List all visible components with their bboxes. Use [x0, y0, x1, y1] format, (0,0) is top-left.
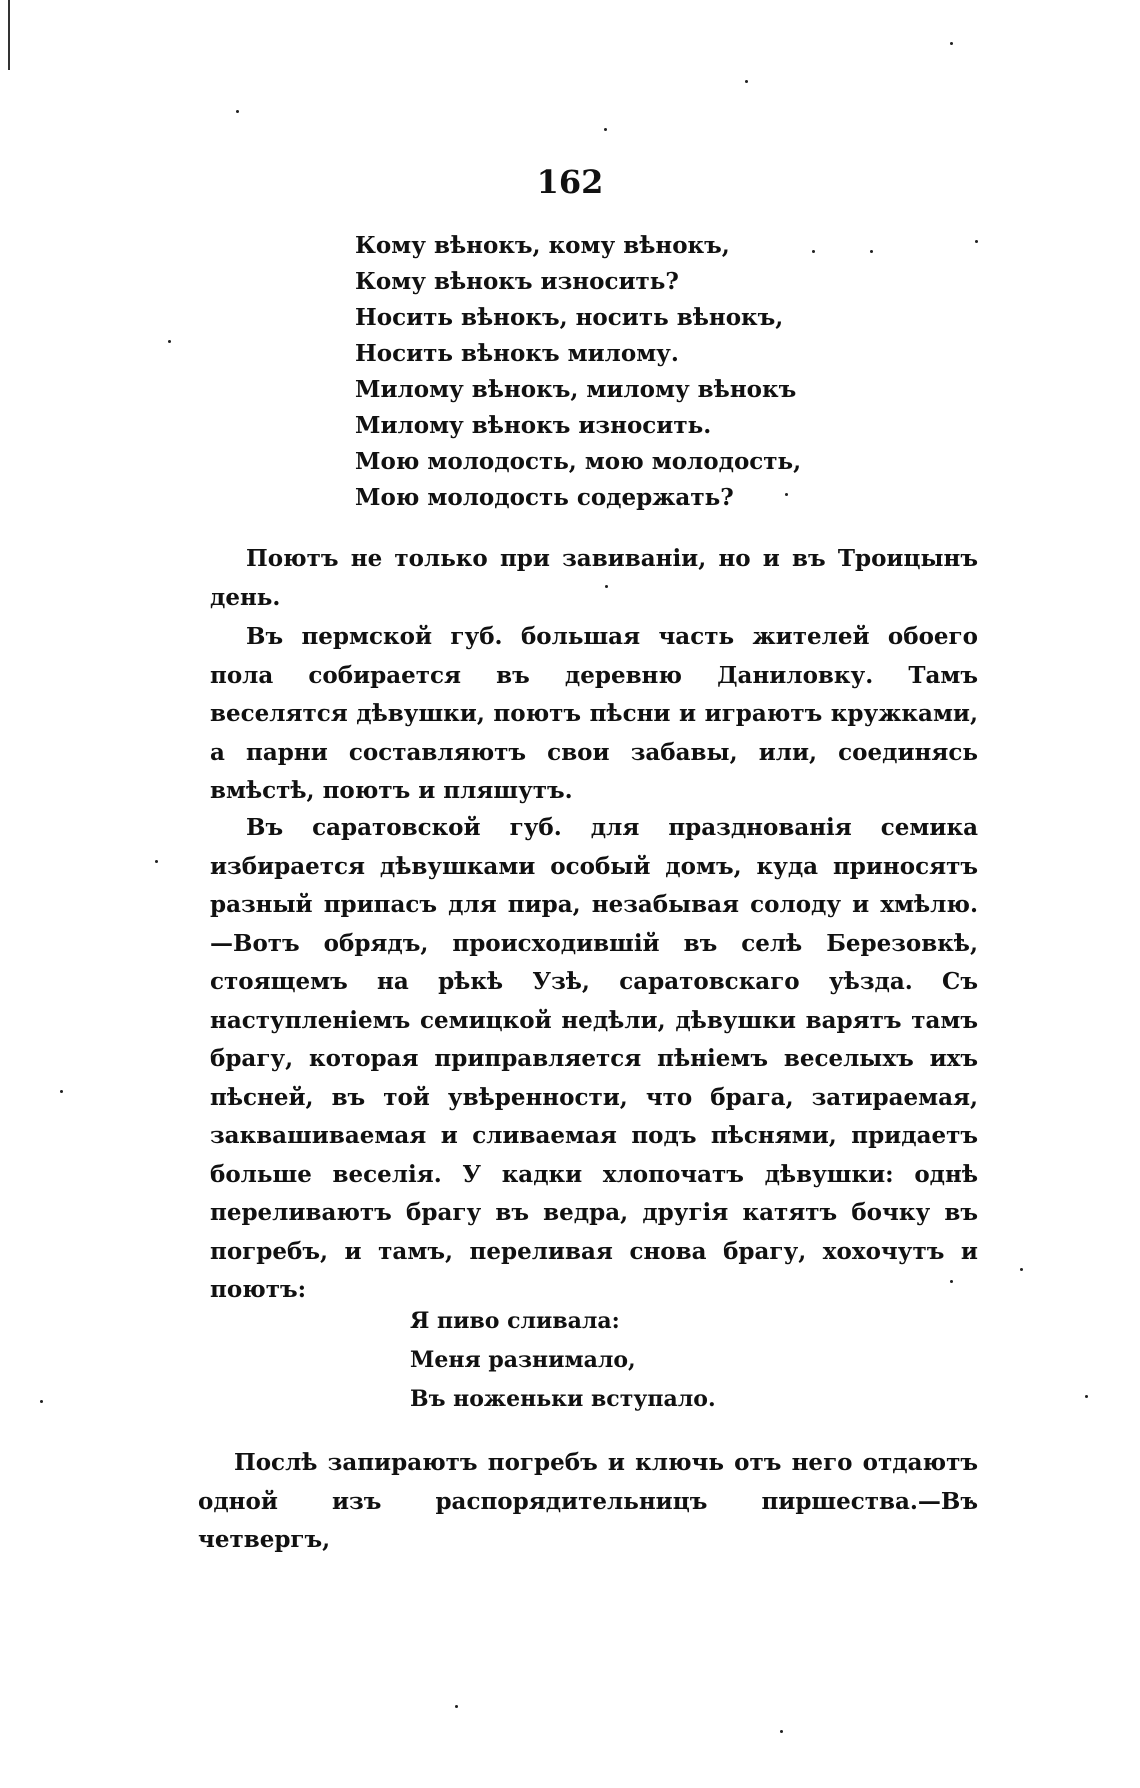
verse-line: Мою молодость, мою молодость,	[355, 448, 802, 475]
scan-speck	[1020, 1268, 1023, 1271]
scan-speck	[604, 128, 607, 131]
scan-speck	[950, 42, 953, 45]
scan-speck	[1085, 1395, 1088, 1398]
scan-speck	[155, 860, 158, 863]
scan-speck	[975, 240, 978, 243]
page-number: 162	[536, 163, 604, 201]
scan-speck	[812, 250, 815, 253]
verse-block	[355, 228, 801, 516]
scan-speck	[780, 1730, 783, 1733]
scan-speck	[236, 110, 239, 113]
verse-line: Кому вѣнокъ износить?	[355, 268, 679, 295]
scan-speck	[40, 1400, 43, 1403]
body-paragraph: Поютъ не только при завиваніи, но и въ Троицынъ день.	[210, 545, 978, 611]
verse-line: Милому вѣнокъ, милому вѣнокъ	[355, 376, 797, 403]
closing-paragraph: Послѣ запираютъ погребъ и ключь отъ него отдаютъ одной изъ распорядительницъ пиршества.—Въ четвергъ,	[198, 1449, 978, 1553]
scan-speck	[870, 250, 873, 253]
verse-line: Носить вѣнокъ, носить вѣнокъ,	[355, 304, 784, 331]
song-line: Меня разнимало,	[410, 1347, 636, 1373]
scan-speck	[60, 1090, 63, 1093]
verse-line: Милому вѣнокъ износить.	[355, 412, 712, 439]
verse-line: Носить вѣнокъ милому.	[355, 340, 679, 367]
scan-speck	[168, 340, 171, 343]
page-edge-mark	[8, 0, 10, 70]
scan-speck	[455, 1705, 458, 1708]
song-line: Въ ноженьки вступало.	[410, 1386, 716, 1412]
body-paragraph: Въ пермской губ. большая часть жителей обоего пола собирается въ деревню Даниловку. Тамъ веселятся дѣвушки, поютъ пѣсни и играютъ кружками, а парни составляютъ свои забавы, или, соединясь вмѣстѣ, поютъ и пляшутъ.	[210, 623, 978, 804]
scan-speck	[745, 80, 748, 83]
song-block	[410, 1302, 716, 1419]
verse-line: Кому вѣнокъ, кому вѣнокъ,	[355, 232, 730, 259]
song-line: Я пиво сливала:	[410, 1308, 620, 1334]
body-paragraph: Въ саратовской губ. для празднованія семика избирается дѣвушками особый домъ, куда приносятъ разный припасъ для пира, незабывая солоду и хмѣлю.—Вотъ обрядъ, происходившій въ селѣ Березовкѣ, стоящемъ на рѣкѣ Узѣ, саратовскаго уѣзда. Съ наступленіемъ семицкой недѣли, дѣвушки варятъ тамъ брагу, которая приправляется пѣніемъ веселыхъ ихъ пѣсней, въ той увѣренности, что брага, затираемая, заквашиваемая и сливаемая подъ пѣснями, придаетъ больше веселія. У кадки хлопочатъ дѣвушки: однѣ переливаютъ брагу въ ведра, другія катятъ бочку въ погребъ, и тамъ, переливая снова брагу, хохочутъ и поютъ:	[210, 814, 978, 1303]
verse-line: Мою молодость содержать?	[355, 484, 734, 511]
